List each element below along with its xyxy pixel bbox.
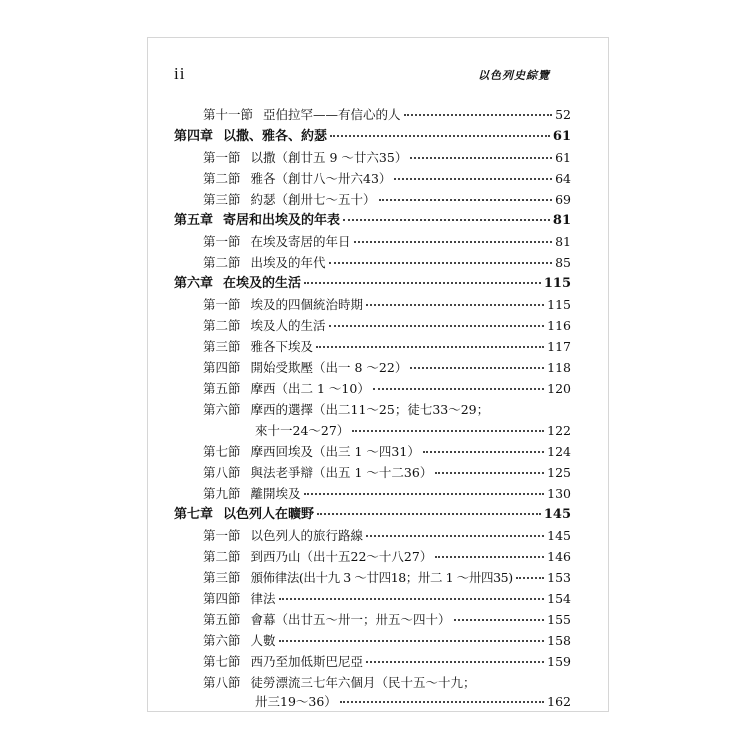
toc-entry-section: 第四節 律法 154 [203, 591, 571, 606]
toc-entry-chapter: 第五章 寄居和出埃及的年表 81 [174, 213, 571, 228]
toc-entry-section: 第五節 摩西（出二 1 ～10） 120 [203, 381, 571, 396]
page-number: ii [174, 64, 186, 83]
toc-entry-section: 第一節 埃及的四個統治時期 115 [203, 297, 571, 312]
toc-entry-section: 第四節 開始受欺壓（出一 8 ～22） 118 [203, 360, 571, 375]
toc-entry-section: 第一節 在埃及寄居的年日 81 [203, 234, 571, 249]
toc-entry-section: 第三節 約瑟（創卅七～五十） 69 [203, 192, 571, 207]
toc-entry-section: 第二節 埃及人的生活 116 [203, 318, 571, 333]
toc-entry-section: 第十一節 亞伯拉罕——有信心的人 52 [203, 107, 571, 122]
toc-entry-section: 第五節 會幕（出廿五～卅一；卅五～四十） 155 [203, 612, 571, 627]
toc-entry-chapter: 第六章 在埃及的生活 115 [174, 276, 571, 291]
toc-entry-section: 第九節 離開埃及 130 [203, 486, 571, 501]
running-header-title: 以色列史綜覽 [478, 69, 550, 82]
toc-entry-section: 第六節 人數 158 [203, 633, 571, 648]
toc-entry-section: 第一節 以色列人的旅行路線 145 [203, 528, 571, 543]
toc-entry-section: 第二節 雅各（創廿八～卅六43） 64 [203, 171, 571, 186]
toc-entry-chapter: 第七章 以色列人在曠野 145 [174, 507, 571, 522]
toc-entry-section: 第三節 雅各下埃及 117 [203, 339, 571, 354]
toc-entry-section: 第二節 到西乃山（出十五22～十八27） 146 [203, 549, 571, 564]
toc-entry-section: 第八節 與法老爭辯（出五 1 ～十二36） 125 [203, 465, 571, 480]
toc-entry-continuation: 卅三19～36） 162 [255, 694, 571, 709]
toc-entry-section: 第八節 徒勞漂流三七年六個月（民十五～十九； [203, 675, 476, 690]
toc-entry-section: 第三節 頒佈律法(出十九 3 ～廿四18；卅二 1 ～卅四35) 153 [203, 570, 571, 585]
toc-entry-section: 第六節 摩西的選擇（出二11～25；徒七33～29； [203, 402, 490, 417]
toc-entry-chapter: 第四章 以撒、雅各、約瑟 61 [174, 129, 571, 144]
toc-entry-section: 第七節 摩西回埃及（出三 1 ～四31） 124 [203, 444, 571, 459]
toc-entry-section: 第二節 出埃及的年代 85 [203, 255, 571, 270]
toc-entry-continuation: 來十一24～27） 122 [255, 423, 571, 438]
toc-entry-section: 第一節 以撒（創廿五 9 ～廿六35） 61 [203, 150, 571, 165]
toc-entry-section: 第七節 西乃至加低斯巴尼亞 159 [203, 654, 571, 669]
